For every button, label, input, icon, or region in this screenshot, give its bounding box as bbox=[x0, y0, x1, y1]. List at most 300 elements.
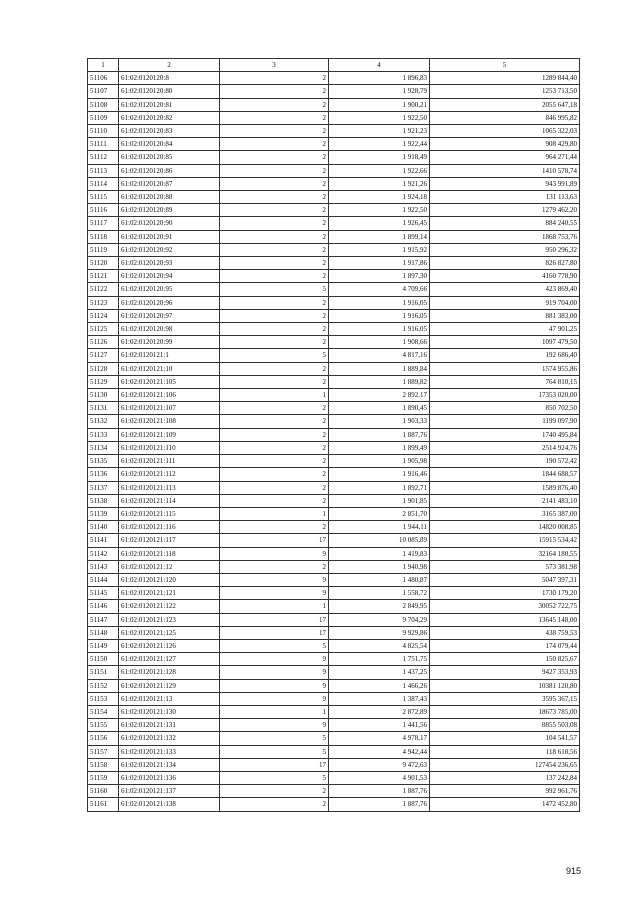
table-cell-col2: 61:02:0120120:82 bbox=[119, 111, 220, 124]
table-row bbox=[88, 468, 580, 481]
table-cell-col2: 61:02:0120121:10 bbox=[119, 362, 220, 375]
table-cell-col3: 2 bbox=[220, 111, 329, 124]
table-cell-col5: 1589 876,40 bbox=[430, 481, 580, 494]
column-header-4: 4 bbox=[329, 59, 430, 72]
table-row bbox=[88, 164, 580, 177]
table-cell-col3: 2 bbox=[220, 72, 329, 85]
table-row bbox=[88, 98, 580, 111]
table-cell-col1: 51132 bbox=[88, 415, 119, 428]
table-row bbox=[88, 679, 580, 692]
table-cell-col3: 17 bbox=[220, 758, 329, 771]
table-cell-col4: 2 851,70 bbox=[329, 507, 430, 520]
table-row bbox=[88, 705, 580, 718]
table-cell-col1: 51118 bbox=[88, 230, 119, 243]
table-cell-col2: 61:02:0120121:1 bbox=[119, 349, 220, 362]
table-cell-col5: 826 827,80 bbox=[430, 257, 580, 270]
table-cell-col1: 51140 bbox=[88, 521, 119, 534]
table-cell-col3: 2 bbox=[220, 402, 329, 415]
table-cell-col4: 1 480,87 bbox=[329, 573, 430, 586]
table-cell-col5: 943 991,89 bbox=[430, 177, 580, 190]
table-cell-col2: 61:02:0120121:117 bbox=[119, 534, 220, 547]
table-row bbox=[88, 587, 580, 600]
table-row bbox=[88, 217, 580, 230]
table-cell-col4: 1 908,66 bbox=[329, 336, 430, 349]
table-row bbox=[88, 204, 580, 217]
table-cell-col1: 51145 bbox=[88, 587, 119, 600]
table-cell-col5: 1472 452,80 bbox=[430, 798, 580, 811]
table-cell-col2: 61:02:0120121:118 bbox=[119, 547, 220, 560]
table-cell-col4: 1 900,21 bbox=[329, 98, 430, 111]
table-row bbox=[88, 85, 580, 98]
table-cell-col5: 18673 785,00 bbox=[430, 705, 580, 718]
table-row bbox=[88, 177, 580, 190]
table-cell-col2: 61:02:0120120:89 bbox=[119, 204, 220, 217]
table-cell-col3: 2 bbox=[220, 296, 329, 309]
table-cell-col1: 51106 bbox=[88, 72, 119, 85]
table-cell-col1: 51137 bbox=[88, 481, 119, 494]
table-cell-col2: 61:02:0120121:115 bbox=[119, 507, 220, 520]
table-row bbox=[88, 534, 580, 547]
table-cell-col3: 5 bbox=[220, 732, 329, 745]
table-cell-col1: 51138 bbox=[88, 494, 119, 507]
table-cell-col4: 1 751,75 bbox=[329, 653, 430, 666]
table-cell-col4: 1 926,45 bbox=[329, 217, 430, 230]
table-cell-col2: 61:02:0120121:107 bbox=[119, 402, 220, 415]
table-cell-col3: 9 bbox=[220, 666, 329, 679]
table-cell-col1: 51115 bbox=[88, 191, 119, 204]
table-row bbox=[88, 323, 580, 336]
table-cell-col5: 118 618,56 bbox=[430, 745, 580, 758]
table-cell-col3: 2 bbox=[220, 560, 329, 573]
table-row bbox=[88, 507, 580, 520]
table-cell-col4: 1 387,43 bbox=[329, 692, 430, 705]
table-cell-col5: 1065 322,03 bbox=[430, 125, 580, 138]
table-cell-col3: 2 bbox=[220, 441, 329, 454]
table-cell-col1: 51139 bbox=[88, 507, 119, 520]
table-cell-col1: 51110 bbox=[88, 125, 119, 138]
table-cell-col1: 51108 bbox=[88, 98, 119, 111]
column-header-3: 3 bbox=[220, 59, 329, 72]
table-cell-col4: 10 085,89 bbox=[329, 534, 430, 547]
table-cell-col4: 1 887,76 bbox=[329, 428, 430, 441]
table-cell-col4: 1 918,49 bbox=[329, 151, 430, 164]
table-cell-col2: 61:02:0120121:129 bbox=[119, 679, 220, 692]
table-row bbox=[88, 389, 580, 402]
table-cell-col2: 61:02:0120120:93 bbox=[119, 257, 220, 270]
table-cell-col2: 61:02:0120120:85 bbox=[119, 151, 220, 164]
table-cell-col3: 2 bbox=[220, 243, 329, 256]
table-row bbox=[88, 72, 580, 85]
table-cell-col5: 2141 483,10 bbox=[430, 494, 580, 507]
table-cell-col4: 1 892,71 bbox=[329, 481, 430, 494]
table-cell-col3: 2 bbox=[220, 164, 329, 177]
table-cell-col3: 2 bbox=[220, 270, 329, 283]
table-cell-col1: 51109 bbox=[88, 111, 119, 124]
table-cell-col2: 61:02:0120121:114 bbox=[119, 494, 220, 507]
table-cell-col1: 51113 bbox=[88, 164, 119, 177]
table-cell-col3: 2 bbox=[220, 177, 329, 190]
table-cell-col4: 4 817,16 bbox=[329, 349, 430, 362]
table-cell-col2: 61:02:0120120:84 bbox=[119, 138, 220, 151]
table-cell-col1: 51142 bbox=[88, 547, 119, 560]
table-cell-col1: 51135 bbox=[88, 455, 119, 468]
table-cell-col1: 51129 bbox=[88, 375, 119, 388]
table-cell-col1: 51158 bbox=[88, 758, 119, 771]
table-cell-col4: 9 704,29 bbox=[329, 613, 430, 626]
table-cell-col1: 51153 bbox=[88, 692, 119, 705]
table-cell-col1: 51124 bbox=[88, 309, 119, 322]
table-cell-col2: 61:02:0120120:80 bbox=[119, 85, 220, 98]
table-row bbox=[88, 732, 580, 745]
table-cell-col2: 61:02:0120121:125 bbox=[119, 626, 220, 639]
table-cell-col3: 2 bbox=[220, 125, 329, 138]
table-row bbox=[88, 441, 580, 454]
table-cell-col5: 17353 020,00 bbox=[430, 389, 580, 402]
table-cell-col1: 51154 bbox=[88, 705, 119, 718]
table-cell-col3: 5 bbox=[220, 349, 329, 362]
table-cell-col5: 1279 462,20 bbox=[430, 204, 580, 217]
table-cell-col4: 1 916,05 bbox=[329, 309, 430, 322]
table-cell-col5: 192 686,40 bbox=[430, 349, 580, 362]
table-cell-col2: 61:02:0120121:112 bbox=[119, 468, 220, 481]
table-cell-col5: 908 429,80 bbox=[430, 138, 580, 151]
table-cell-col4: 1 940,98 bbox=[329, 560, 430, 573]
table-cell-col4: 1 922,66 bbox=[329, 164, 430, 177]
table-cell-col2: 61:02:0120120:88 bbox=[119, 191, 220, 204]
table-row bbox=[88, 745, 580, 758]
table-cell-col3: 1 bbox=[220, 507, 329, 520]
table-row bbox=[88, 362, 580, 375]
table-body bbox=[88, 72, 580, 811]
table-cell-col2: 61:02:0120121:130 bbox=[119, 705, 220, 718]
table-cell-col3: 9 bbox=[220, 679, 329, 692]
column-header-1: 1 bbox=[88, 59, 119, 72]
table-cell-col4: 1 922,50 bbox=[329, 204, 430, 217]
table-cell-col5: 423 869,40 bbox=[430, 283, 580, 296]
table-cell-col3: 9 bbox=[220, 587, 329, 600]
table-cell-col5: 2055 647,18 bbox=[430, 98, 580, 111]
table-row bbox=[88, 573, 580, 586]
table-cell-col1: 51116 bbox=[88, 204, 119, 217]
table-cell-col4: 1 916,05 bbox=[329, 296, 430, 309]
table-cell-col5: 5047 397,31 bbox=[430, 573, 580, 586]
table-cell-col4: 2 872,89 bbox=[329, 705, 430, 718]
table-cell-col3: 2 bbox=[220, 151, 329, 164]
table-row bbox=[88, 336, 580, 349]
table-cell-col4: 1 901,85 bbox=[329, 494, 430, 507]
table-cell-col4: 1 944,11 bbox=[329, 521, 430, 534]
table-cell-col5: 846 995,82 bbox=[430, 111, 580, 124]
table-cell-col2: 61:02:0120120:92 bbox=[119, 243, 220, 256]
table-cell-col2: 61:02:0120120:94 bbox=[119, 270, 220, 283]
table-cell-col5: 881 383,00 bbox=[430, 309, 580, 322]
table-cell-col4: 1 899,49 bbox=[329, 441, 430, 454]
table-cell-col1: 51112 bbox=[88, 151, 119, 164]
table-cell-col4: 1 916,46 bbox=[329, 468, 430, 481]
table-cell-col2: 61:02:0120121:132 bbox=[119, 732, 220, 745]
table-cell-col1: 51123 bbox=[88, 296, 119, 309]
table-cell-col3: 2 bbox=[220, 785, 329, 798]
table-cell-col3: 9 bbox=[220, 573, 329, 586]
table-cell-col1: 51134 bbox=[88, 441, 119, 454]
table-cell-col3: 5 bbox=[220, 745, 329, 758]
table-cell-col3: 9 bbox=[220, 719, 329, 732]
table-cell-col1: 51127 bbox=[88, 349, 119, 362]
table-cell-col2: 61:02:0120121:133 bbox=[119, 745, 220, 758]
table-cell-col4: 9 929,86 bbox=[329, 626, 430, 639]
table-cell-col1: 51148 bbox=[88, 626, 119, 639]
table-cell-col2: 61:02:0120120:91 bbox=[119, 230, 220, 243]
table-row bbox=[88, 481, 580, 494]
table-cell-col1: 51144 bbox=[88, 573, 119, 586]
table-row bbox=[88, 719, 580, 732]
table-cell-col4: 1 889,84 bbox=[329, 362, 430, 375]
table-cell-col5: 573 381,98 bbox=[430, 560, 580, 573]
table-cell-col2: 61:02:0120121:12 bbox=[119, 560, 220, 573]
table-cell-col1: 51151 bbox=[88, 666, 119, 679]
table-cell-col1: 51114 bbox=[88, 177, 119, 190]
table-cell-col4: 1 896,83 bbox=[329, 72, 430, 85]
table-cell-col5: 10381 120,80 bbox=[430, 679, 580, 692]
table-cell-col4: 1 917,86 bbox=[329, 257, 430, 270]
table-cell-col5: 2514 924,76 bbox=[430, 441, 580, 454]
table-cell-col4: 1 466,26 bbox=[329, 679, 430, 692]
table-cell-col2: 61:02:0120121:127 bbox=[119, 653, 220, 666]
table-row bbox=[88, 111, 580, 124]
table-cell-col2: 61:02:0120121:105 bbox=[119, 375, 220, 388]
table-cell-col1: 51125 bbox=[88, 323, 119, 336]
table-cell-col1: 51146 bbox=[88, 600, 119, 613]
table-cell-col1: 51126 bbox=[88, 336, 119, 349]
table-cell-col5: 992 961,76 bbox=[430, 785, 580, 798]
table-cell-col1: 51159 bbox=[88, 771, 119, 784]
table-cell-col5: 190 572,42 bbox=[430, 455, 580, 468]
table-cell-col3: 2 bbox=[220, 309, 329, 322]
table-cell-col5: 30052 722,75 bbox=[430, 600, 580, 613]
table-cell-col4: 1 558,72 bbox=[329, 587, 430, 600]
table-row bbox=[88, 243, 580, 256]
table-cell-col5: 150 825,67 bbox=[430, 653, 580, 666]
table-cell-col3: 2 bbox=[220, 455, 329, 468]
header-row bbox=[88, 59, 580, 72]
table-cell-col4: 1 419,83 bbox=[329, 547, 430, 560]
table-cell-col5: 3595 367,15 bbox=[430, 692, 580, 705]
table-cell-col2: 61:02:0120120:95 bbox=[119, 283, 220, 296]
table-cell-col2: 61:02:0120121:134 bbox=[119, 758, 220, 771]
table-cell-col3: 2 bbox=[220, 375, 329, 388]
table-row bbox=[88, 560, 580, 573]
table-cell-col4: 1 905,98 bbox=[329, 455, 430, 468]
table-cell-col3: 2 bbox=[220, 798, 329, 811]
table-row bbox=[88, 415, 580, 428]
table-cell-col4: 1 887,76 bbox=[329, 798, 430, 811]
table-cell-col4: 1 899,14 bbox=[329, 230, 430, 243]
table-cell-col3: 2 bbox=[220, 204, 329, 217]
table-row bbox=[88, 758, 580, 771]
table-cell-col3: 2 bbox=[220, 521, 329, 534]
table-cell-col4: 1 924,18 bbox=[329, 191, 430, 204]
table-cell-col2: 61:02:0120120:86 bbox=[119, 164, 220, 177]
table-cell-col5: 9427 353,93 bbox=[430, 666, 580, 679]
table-cell-col1: 51149 bbox=[88, 639, 119, 652]
table-cell-col5: 1289 844,40 bbox=[430, 72, 580, 85]
table-cell-col3: 1 bbox=[220, 389, 329, 402]
table-row bbox=[88, 375, 580, 388]
table-cell-col4: 2 849,95 bbox=[329, 600, 430, 613]
table-cell-col5: 32164 180,55 bbox=[430, 547, 580, 560]
table-cell-col1: 51141 bbox=[88, 534, 119, 547]
table-cell-col2: 61:02:0120121:121 bbox=[119, 587, 220, 600]
table-row bbox=[88, 771, 580, 784]
table-cell-col3: 2 bbox=[220, 362, 329, 375]
table-cell-col4: 9 472,63 bbox=[329, 758, 430, 771]
table-cell-col4: 1 897,30 bbox=[329, 270, 430, 283]
table-row bbox=[88, 230, 580, 243]
table-cell-col3: 2 bbox=[220, 468, 329, 481]
table-cell-col3: 17 bbox=[220, 626, 329, 639]
table-row bbox=[88, 521, 580, 534]
table-cell-col4: 1 441,56 bbox=[329, 719, 430, 732]
table-cell-col3: 2 bbox=[220, 336, 329, 349]
table-cell-col1: 51119 bbox=[88, 243, 119, 256]
table-cell-col2: 61:02:0120121:113 bbox=[119, 481, 220, 494]
table-cell-col3: 2 bbox=[220, 323, 329, 336]
table-cell-col4: 4 901,53 bbox=[329, 771, 430, 784]
table-cell-col4: 1 921,26 bbox=[329, 177, 430, 190]
table-cell-col2: 61:02:0120120:81 bbox=[119, 98, 220, 111]
table-row bbox=[88, 428, 580, 441]
table-row bbox=[88, 309, 580, 322]
table-cell-col4: 4 709,66 bbox=[329, 283, 430, 296]
table-cell-col4: 1 903,33 bbox=[329, 415, 430, 428]
table-cell-col2: 61:02:0120120:99 bbox=[119, 336, 220, 349]
table-cell-col1: 51155 bbox=[88, 719, 119, 732]
table-cell-col5: 131 113,63 bbox=[430, 191, 580, 204]
table-cell-col1: 51147 bbox=[88, 613, 119, 626]
table-cell-col1: 51157 bbox=[88, 745, 119, 758]
table-cell-col4: 1 890,45 bbox=[329, 402, 430, 415]
table-cell-col3: 9 bbox=[220, 547, 329, 560]
table-row bbox=[88, 283, 580, 296]
table-cell-col3: 1 bbox=[220, 705, 329, 718]
table-cell-col5: 850 702,50 bbox=[430, 402, 580, 415]
table-cell-col2: 61:02:0120121:110 bbox=[119, 441, 220, 454]
table-cell-col1: 51152 bbox=[88, 679, 119, 692]
table-cell-col2: 61:02:0120120:87 bbox=[119, 177, 220, 190]
table-cell-col2: 61:02:0120120:83 bbox=[119, 125, 220, 138]
table-row bbox=[88, 547, 580, 560]
table-cell-col3: 9 bbox=[220, 653, 329, 666]
table-cell-col5: 15915 534,42 bbox=[430, 534, 580, 547]
table-row bbox=[88, 600, 580, 613]
column-header-5: 5 bbox=[430, 59, 580, 72]
table-cell-col5: 13645 148,00 bbox=[430, 613, 580, 626]
table-cell-col4: 1 437,25 bbox=[329, 666, 430, 679]
table-cell-col2: 61:02:0120121:106 bbox=[119, 389, 220, 402]
table-cell-col5: 4160 778,90 bbox=[430, 270, 580, 283]
data-table bbox=[87, 58, 580, 812]
table-cell-col3: 2 bbox=[220, 217, 329, 230]
table-cell-col2: 61:02:0120121:108 bbox=[119, 415, 220, 428]
table-cell-col1: 51160 bbox=[88, 785, 119, 798]
table-cell-col4: 4 825,54 bbox=[329, 639, 430, 652]
table-cell-col2: 61:02:0120121:131 bbox=[119, 719, 220, 732]
table-cell-col1: 51122 bbox=[88, 283, 119, 296]
table-cell-col5: 1410 578,74 bbox=[430, 164, 580, 177]
table-cell-col5: 1868 753,76 bbox=[430, 230, 580, 243]
table-cell-col1: 51117 bbox=[88, 217, 119, 230]
table-cell-col2: 61:02:0120121:123 bbox=[119, 613, 220, 626]
table-cell-col2: 61:02:0120121:111 bbox=[119, 455, 220, 468]
table-cell-col2: 61:02:0120120:98 bbox=[119, 323, 220, 336]
page-number: 915 bbox=[566, 866, 582, 876]
table-row bbox=[88, 138, 580, 151]
table-row bbox=[88, 257, 580, 270]
table-row bbox=[88, 798, 580, 811]
table-header bbox=[88, 59, 580, 72]
table-cell-col2: 61:02:0120121:116 bbox=[119, 521, 220, 534]
table-cell-col5: 1740 495,84 bbox=[430, 428, 580, 441]
table-cell-col3: 2 bbox=[220, 98, 329, 111]
table-cell-col2: 61:02:0120121:13 bbox=[119, 692, 220, 705]
table-cell-col5: 1844 688,57 bbox=[430, 468, 580, 481]
table-row bbox=[88, 296, 580, 309]
table-cell-col1: 51107 bbox=[88, 85, 119, 98]
table-cell-col3: 2 bbox=[220, 138, 329, 151]
table-cell-col3: 1 bbox=[220, 600, 329, 613]
table-cell-col2: 61:02:0120121:126 bbox=[119, 639, 220, 652]
table-row bbox=[88, 613, 580, 626]
table-cell-col1: 51111 bbox=[88, 138, 119, 151]
table-cell-col2: 61:02:0120121:138 bbox=[119, 798, 220, 811]
table-cell-col4: 1 887,76 bbox=[329, 785, 430, 798]
table-cell-col5: 1574 955,86 bbox=[430, 362, 580, 375]
table-cell-col3: 5 bbox=[220, 283, 329, 296]
table-cell-col3: 5 bbox=[220, 771, 329, 784]
column-header-2: 2 bbox=[119, 59, 220, 72]
table-cell-col5: 950 296,32 bbox=[430, 243, 580, 256]
table-cell-col5: 127454 236,65 bbox=[430, 758, 580, 771]
table-cell-col3: 2 bbox=[220, 191, 329, 204]
table-cell-col4: 1 922,50 bbox=[329, 111, 430, 124]
table-cell-col4: 1 915,92 bbox=[329, 243, 430, 256]
table-cell-col5: 104 541,57 bbox=[430, 732, 580, 745]
table-cell-col5: 14820 008,85 bbox=[430, 521, 580, 534]
table-cell-col1: 51136 bbox=[88, 468, 119, 481]
table-cell-col4: 1 889,82 bbox=[329, 375, 430, 388]
table-cell-col1: 51120 bbox=[88, 257, 119, 270]
table-cell-col5: 137 242,84 bbox=[430, 771, 580, 784]
table-cell-col5: 1730 179,20 bbox=[430, 587, 580, 600]
table-cell-col3: 5 bbox=[220, 639, 329, 652]
table-cell-col4: 1 921,23 bbox=[329, 125, 430, 138]
table-cell-col5: 1253 713,50 bbox=[430, 85, 580, 98]
table-cell-col1: 51128 bbox=[88, 362, 119, 375]
table-cell-col3: 17 bbox=[220, 613, 329, 626]
table-cell-col5: 438 759,53 bbox=[430, 626, 580, 639]
table-cell-col1: 51131 bbox=[88, 402, 119, 415]
table-row bbox=[88, 125, 580, 138]
table-cell-col2: 61:02:0120120:96 bbox=[119, 296, 220, 309]
table-row bbox=[88, 692, 580, 705]
table-row bbox=[88, 151, 580, 164]
table-cell-col2: 61:02:0120120:97 bbox=[119, 309, 220, 322]
table-row bbox=[88, 494, 580, 507]
table-cell-col2: 61:02:0120120:8 bbox=[119, 72, 220, 85]
table-cell-col2: 61:02:0120121:120 bbox=[119, 573, 220, 586]
table-cell-col2: 61:02:0120121:128 bbox=[119, 666, 220, 679]
table-cell-col5: 47 901,25 bbox=[430, 323, 580, 336]
